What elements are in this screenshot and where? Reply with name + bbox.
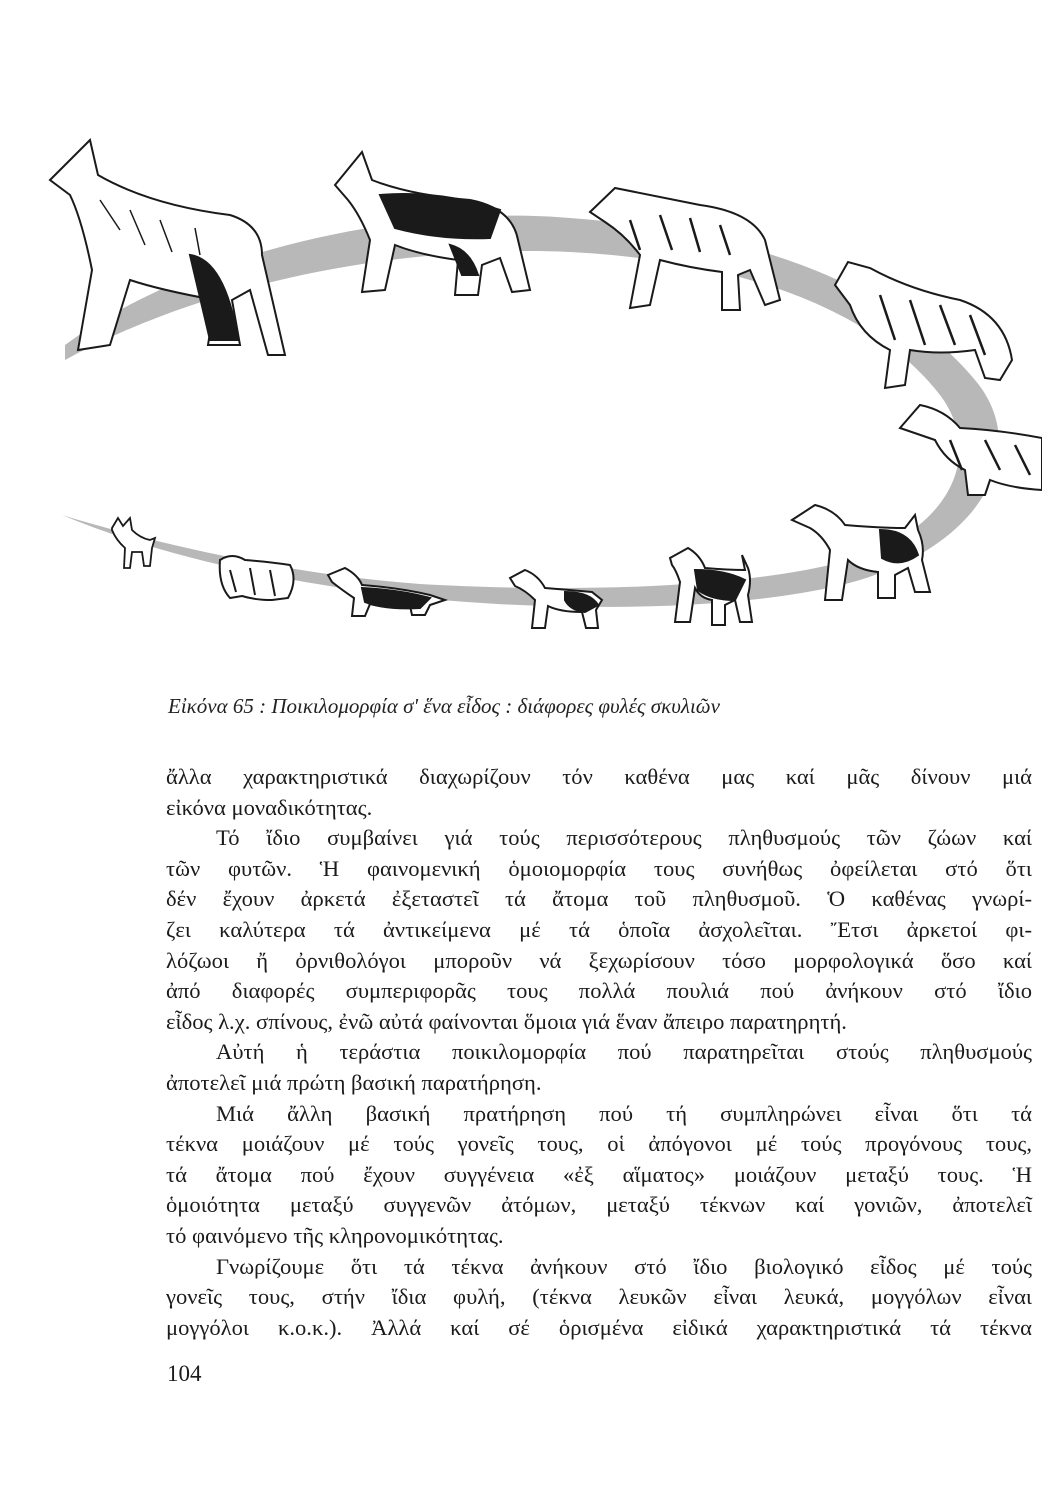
body-text [166, 762, 1032, 1343]
dog-breeds-figure [0, 0, 1042, 680]
text-line: Μιά ἄλλη βασική πρατήρηση πού τή συμπληρώνει εἶναι ὅτι τά [216, 1100, 1032, 1126]
text-line: εἰκόνα μοναδικότητας. [166, 794, 373, 820]
text-line: τέκνα μοιάζουν μέ τούς γονεῖς τους, οἱ ἀπόγονοι μέ τούς προγόνους τους, [166, 1131, 1032, 1157]
great-dane-dog [50, 140, 285, 355]
text-line: ἄλλα χαρακτηριστικά διαχωρίζουν τόν καθένα μας καί μᾶς δίνουν μιά [166, 764, 1032, 789]
text-line: εἶδος λ.χ. σπίνους, ἐνῶ αὐτά φαίνονται ὅμοια γιά ἕναν ἄπειρο παρατηρητή. [166, 1008, 847, 1034]
text-line: ἀπό διαφορές συμπεριφορᾶς τους πολλά πουλιά πού ἀνήκουν στό ἴδιο [166, 978, 1032, 1004]
text-line: ἀποτελεῖ μιά πρώτη βασική παρατήρηση. [166, 1069, 542, 1095]
text-line: Γνωρίζουμε ὅτι τά τέκνα ἀνήκουν στό ἴδιο βιολογικό εἶδος μέ τούς [216, 1253, 1032, 1279]
text-line: τῶν φυτῶν. Ἡ φαινομενική ὁμοιομορφία τους συνήθως ὀφείλεται στό ὅτι [166, 855, 1032, 881]
text-line: λόζωοι ἤ ὀρνιθολόγοι μποροῦν νά ξεχωρίσουν τόσο μορφολογικά ὅσο καί [166, 947, 1032, 973]
text-line: τό φαινόμενο τῆς κληρονομικότητας. [166, 1222, 504, 1248]
text-line: μογγόλοι κ.ο.κ.). Ἀλλά καί σέ ὁρισμένα εἰδικά χαρακτηριστικά τά τέκνα [166, 1314, 1032, 1340]
beagle-dog [670, 548, 752, 625]
chihuahua-dog [112, 518, 155, 568]
figure-caption: Εἰκόνα 65 : Ποικιλομορφία σ' ἕνα εἶδος : διάφορες φυλές σκυλιῶν [168, 694, 720, 718]
german-shepherd-dog [335, 152, 530, 295]
text-line: γονεῖς τους, στήν ἴδια φυλή, (τέκνα λευκῶν εἶναι λευκά, μογγόλων εἶναι [166, 1284, 1032, 1310]
text-line: ὁμοιότητα μεταξύ συγγενῶν ἀτόμων, μεταξύ τέκνων καί γονιῶν, ἀποτελεῖ [166, 1192, 1032, 1218]
page-number: 104 [167, 1361, 202, 1386]
text-line: Τό ἴδιο συμβαίνει γιά τούς περισσότερους πληθυσμούς τῶν ζώων καί [216, 825, 1032, 851]
text-line: τά ἄτομα πού ἔχουν συγγένεια «ἐξ αἵματος» μοιάζουν μεταξύ τους. Ἡ [166, 1161, 1032, 1187]
text-line: Αὐτή ἡ τεράστια ποικιλομορφία πού παρατηρεῖται στούς πληθυσμούς [216, 1039, 1032, 1065]
text-line: δέν ἔχουν ἀρκετά ἐξεταστεῖ τά ἄτομα τοῦ πληθυσμοῦ. Ὁ καθένας γνωρί- [166, 886, 1032, 912]
pekingese-dog [220, 556, 294, 600]
text-line: ζει καλύτερα τά ἀντικείμενα μέ τά ὁποῖα ἀσχολεῖται. Ἔτσι ἀρκετοί φι- [166, 916, 1032, 942]
